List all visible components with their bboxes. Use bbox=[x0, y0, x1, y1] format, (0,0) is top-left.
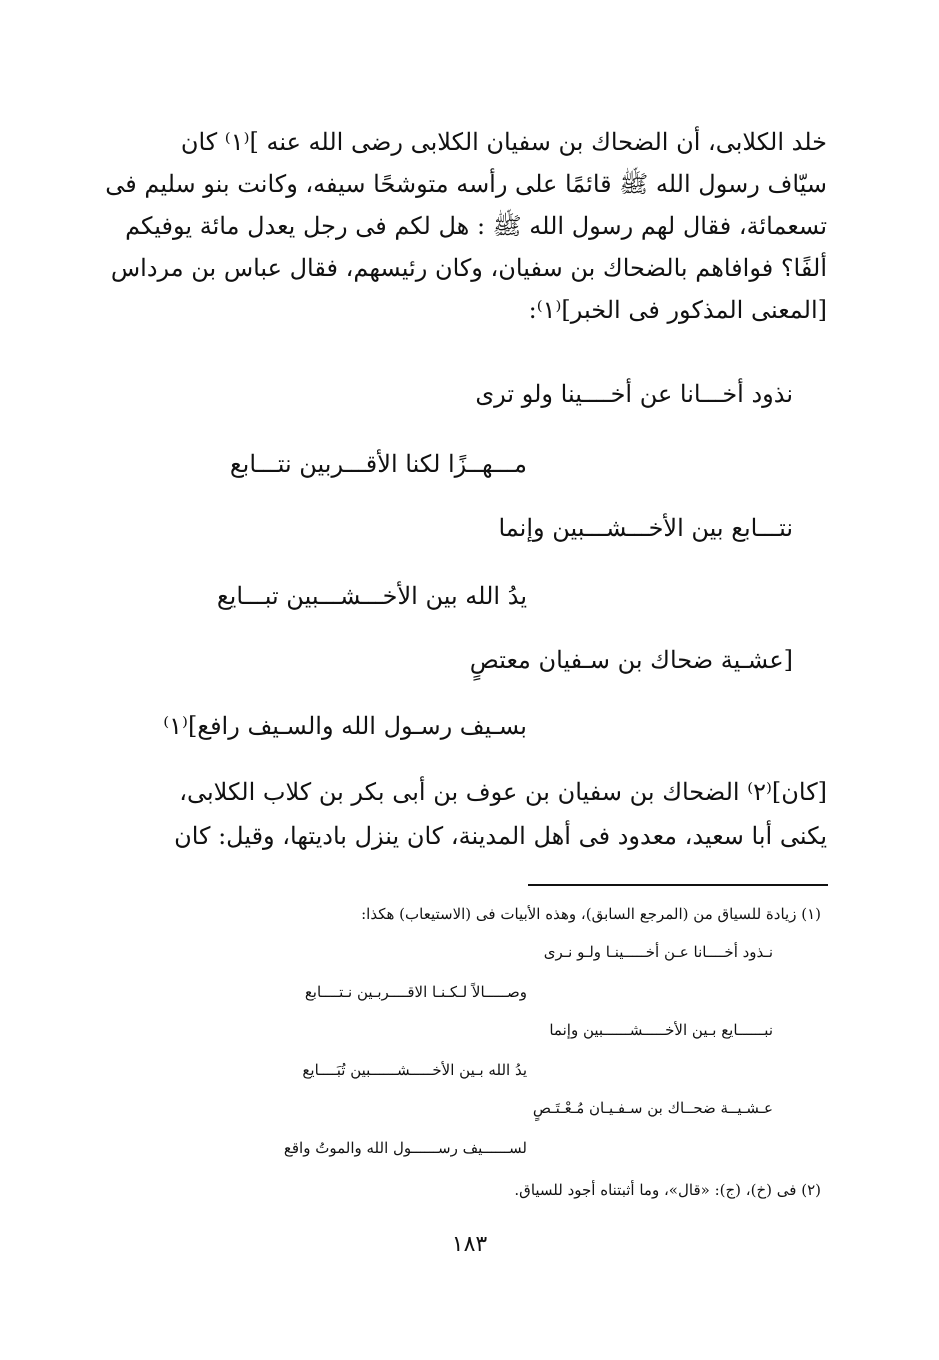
footnote-1-intro: (١) زيادة للسياق من (المرجع السابق)، وهذه الأبيات فى (الاستيعاب) هكذا: bbox=[361, 905, 821, 923]
body2-line-1: [كان]⁽٢⁾ الضحاك بن سفيان بن عوف بن أبى بكر بن كلاب الكلابى، bbox=[179, 778, 827, 806]
poem-line-5: [عشـية ضحاك بن سـفيان معتصٍ bbox=[469, 646, 793, 674]
poem-line-6: بسـيف رسـول الله والسـيف رافع]⁽١⁾ bbox=[163, 712, 527, 740]
footnote-1-poem-line-2: وصـــــالاً لـكـنـا الاقــــربـين نـتــــابع bbox=[304, 983, 527, 1001]
footnote-1-poem-line-6: لســــــيف رســــــول الله والموتُ واقع bbox=[283, 1139, 527, 1157]
body-line-5: [المعنى المذكور فى الخبر]⁽١⁾: bbox=[528, 296, 827, 324]
body-line-1: خلد الكلابى، أن الضحاك بن سفيان الكلابى رضى الله عنه ]⁽١⁾ كان bbox=[180, 128, 827, 156]
body-line-3: تسعمائة، فقال لهم رسول الله ﷺ : هل لكم فى رجل يعدل مائة يوفيكم bbox=[125, 212, 827, 240]
footnote-2: (٢) فى (خ)، (ج): «قال»، وما أثبتناه أجود للسياق. bbox=[514, 1181, 821, 1199]
footnote-1-poem-line-1: نـذود أخــــانا عـن أخـــــينـا ولـو نـرى bbox=[543, 943, 773, 961]
poem-line-1: نذود أخـــانا عن أخــــينا ولو ترى bbox=[475, 380, 793, 408]
footnote-1-poem-line-3: نبــــــايع بـين الأخـــــشــــــبين وإنما bbox=[549, 1021, 773, 1039]
footnote-separator bbox=[528, 884, 828, 886]
footnote-1-poem-line-4: يدُ الله بـين الأخـــــشــــــبين تُبَــــايع bbox=[302, 1061, 527, 1079]
page-number: ١٨٣ bbox=[451, 1232, 488, 1257]
body2-line-2: يكنى أبا سعيد، معدود فى أهل المدينة، كان ينزل باديتها، وقيل: كان bbox=[174, 822, 827, 850]
poem-line-4: يدُ الله بين الأخـــشـــبين تبـــايع bbox=[216, 582, 527, 610]
body-line-2: سيّاف رسول الله ﷺ قائمًا على رأسه متوشحًا سيفه، وكانت بنو سليم فى bbox=[105, 170, 827, 198]
poem-line-2: مـــهــزًا لكنا الأقـــربين نتـــابع bbox=[229, 450, 527, 478]
poem-line-3: نتـــابع بين الأخـــشـــبين وإنما bbox=[498, 514, 793, 542]
footnote-1-poem-line-5: عـشـيــة ضحــاك بن سـفـيـان مُـعْـتَـصٍ bbox=[532, 1099, 773, 1117]
body-line-4: ألفًا؟ فوافاهم بالضحاك بن سفيان، وكان رئيسهم، فقال عباس بن مرداس bbox=[110, 254, 827, 282]
